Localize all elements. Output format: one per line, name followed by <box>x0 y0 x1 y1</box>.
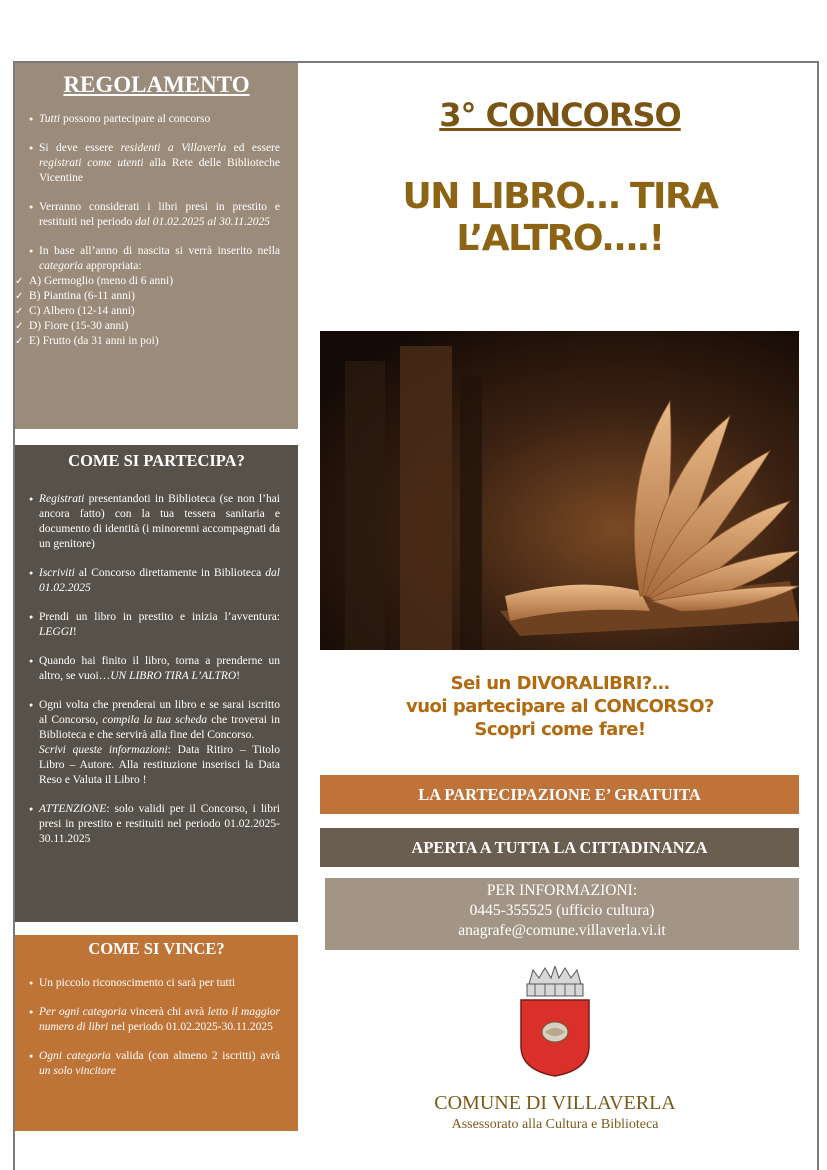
contest-title <box>320 176 800 260</box>
tagline <box>320 672 800 741</box>
list-item: ● Tutti possono partecipare al concorso <box>15 112 298 127</box>
contest-title-line: UN LIBRO… TIRA <box>402 176 718 217</box>
category-item: ✓ B) Piantina (6-11 anni) <box>15 289 298 304</box>
vince-list <box>15 976 298 1079</box>
category-item: ✓ C) Albero (12-14 anni) <box>15 304 298 319</box>
list-item: ● In base all’anno di nascita si verrà inserito nella categoria appropriata: <box>15 244 298 274</box>
tagline-line: vuoi partecipare al CONCORSO? <box>405 696 715 717</box>
assessorato-name: Assessorato alla Cultura e Biblioteca <box>451 1117 659 1132</box>
list-item: ● Per ogni categoria vincerà chi avrà letto il maggior numero di libri nel periodo 01.02.2025-30.11.2025 <box>15 1005 298 1035</box>
partecipa-title: COME SI PARTECIPA? <box>68 451 245 470</box>
info-email[interactable]: anagrafe@comune.villaverla.vi.it <box>458 922 666 939</box>
contest-number-title: 3° CONCORSO <box>439 96 681 134</box>
category-list <box>15 274 298 349</box>
list-item: ● Si deve essere residenti a Villaverla ed essere registrati come utenti alla Rete delle Biblioteche Vicentine <box>15 141 298 186</box>
regolamento-box <box>15 63 298 429</box>
list-item: ● Ogni categoria valida (con almeno 2 iscritti) avrà un solo vincitore <box>15 1049 298 1079</box>
regolamento-title: REGOLAMENTO <box>63 72 250 97</box>
info-box <box>325 878 799 950</box>
vince-title: COME SI VINCE? <box>88 939 225 958</box>
coat-of-arms-icon <box>515 966 595 1078</box>
open-book-icon <box>320 331 799 650</box>
vince-box <box>15 935 298 1131</box>
comune-name: COMUNE DI VILLAVERLA <box>434 1092 676 1114</box>
category-item: ✓ D) Fiore (15-30 anni) <box>15 319 298 334</box>
category-item: ✓ A) Germoglio (meno di 6 anni) <box>15 274 298 289</box>
list-item: ● Iscriviti al Concorso direttamente in Biblioteca dal 01.02.2025 <box>15 566 298 596</box>
list-item: ● Quando hai finito il libro, torna a prenderne un altro, se vuoi…UN LIBRO TIRA L’ALTRO! <box>15 654 298 684</box>
category-item: ✓ E) Frutto (da 31 anni in poi) <box>15 334 298 349</box>
list-item: ● ATTENZIONE: solo validi per il Concorso, i libri presi in prestito e restituiti nel periodo 01.02.2025-30.11.2025 <box>15 802 298 847</box>
list-item: ● Verranno considerati i libri presi in prestito e restituiti nel periodo dal 01.02.2025 al 30.11.2025 <box>15 200 298 230</box>
tagline-line: Scopri come fare! <box>474 719 646 740</box>
list-item: ● Un piccolo riconoscimento ci sarà per tutti <box>15 976 298 991</box>
regolamento-list <box>15 112 298 274</box>
contest-title-line: L’ALTRO….! <box>456 218 664 259</box>
tagline-line: Sei un DIVORALIBRI?… <box>450 673 670 694</box>
open-book-photo <box>320 331 799 650</box>
free-participation-banner: LA PARTECIPAZIONE E’ GRATUITA <box>320 775 799 814</box>
list-item: ● Registrati presentandoti in Biblioteca (se non l’hai ancora fatto) con la tua tessera sanitaria e documento di identità (i minorenni accompagnati da un genitore) <box>15 492 298 552</box>
open-to-all-banner: APERTA A TUTTA LA CITTADINANZA <box>320 828 799 867</box>
partecipa-box <box>15 445 298 922</box>
list-item: ● Prendi un libro in prestito e inizia l’avventura: LEGGI! <box>15 610 298 640</box>
info-heading: PER INFORMAZIONI: <box>486 882 638 899</box>
list-item: ● Ogni volta che prenderai un libro e se sarai iscritto al Concorso, compila la tua scheda che troverai in Biblioteca e che servirà alla fine del Concorso. Scrivi queste informazioni: Data Ritiro – Titolo Libro – Autore. Alla restituzione inserisci la Data Reso e Valuta il Libro ! <box>15 698 298 788</box>
partecipa-list <box>15 492 298 847</box>
info-phone: 0445-355525 (ufficio cultura) <box>469 902 655 919</box>
